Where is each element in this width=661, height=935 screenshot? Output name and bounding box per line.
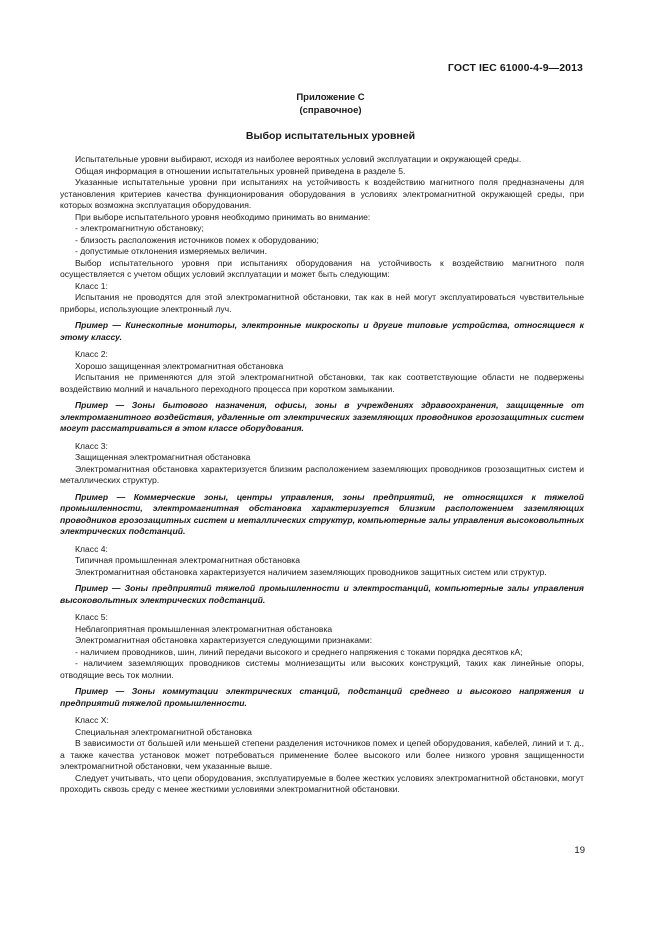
page-number: 19 — [574, 845, 585, 856]
paragraph: Общая информация в отношении испытательных уровней приведена в разделе 5. — [75, 165, 406, 176]
example-note: Пример — Коммерческие зоны, центры управления, зоны предприятий, не относящихся к тяжелой промышленности, электромагнитная обстановка характеризуется близким расположением заземляющих проводников грозозащитных систем и металлических структур, компьютерные залы управления высоковольтных электрических подстанций. — [60, 491, 584, 536]
paragraph: Следует учитывать, что цепи оборудования, эксплуатируемые в более жестких условиях электромагнитной обстановки, могут проходить сквозь среду с менее жесткими условиями электромагнитной обстановки. — [60, 772, 584, 794]
list-item: - близость расположения источников помех к оборудованию; — [75, 234, 319, 245]
list-item: - наличием заземляющих проводников системы молниезащиты или высоких конструкций, таких как линейные опоры, отводящие весь ток молнии. — [60, 658, 584, 680]
appendix-label: Приложение С — [296, 92, 365, 103]
class-name: Типичная промышленная электромагнитная обстановка — [75, 555, 301, 565]
example-note: Пример — Кинескопные мониторы, электронные микроскопы и другие типовые устройства, относящиеся к этому классу. — [60, 320, 584, 342]
class-name: Неблагоприятная промышленная электромагнитная обстановка — [75, 623, 333, 634]
list-item: - допустимые отклонения измеряемых величин. — [75, 246, 268, 256]
document-body — [60, 154, 584, 796]
class-label: Класс 1: — [75, 280, 108, 291]
example-note: Пример — Зоны коммутации электрических станций, подстанций среднего и высокого напряжения и предприятий тяжелой промышленности. — [60, 686, 584, 708]
example-note: Пример — Зоны предприятий тяжелой промышленности и электростанций, компьютерные залы управления высоковольтных электрических подстанций. — [60, 583, 584, 605]
list-item: - электромагнитную обстановку; — [75, 223, 204, 233]
class-name: Хорошо защищенная электромагнитная обстановка — [75, 360, 284, 371]
paragraph: Испытательные уровни выбирают, исходя из наиболее вероятных условий эксплуатации и окружающей среды. — [75, 154, 522, 164]
class-label: Класс X: — [75, 715, 109, 725]
paragraph: В зависимости от большей или меньшей степени разделения источников помех и цепей оборудования, кабелей, линий и т. д., а также качества установок может потребоваться применение более высокого или более низкого уровня защищенности электромагнитной обстановки, чем указанные выше. — [60, 738, 584, 771]
class-label: Класс 2: — [75, 349, 108, 359]
class-name: Защищенная электромагнитная обстановка — [75, 452, 251, 462]
class-label: Класс 4: — [75, 543, 108, 554]
paragraph: Электромагнитная обстановка характеризуется наличием заземляющих проводников защитных систем или структур. — [75, 566, 547, 577]
class-name: Специальная электромагнитной обстановка — [75, 726, 252, 737]
paragraph: При выборе испытательного уровня необходимо принимать во внимание: — [75, 211, 371, 222]
section-title: Выбор испытательных уровней — [245, 130, 416, 142]
document-code: ГОСТ IEC 61000-4-9—2013 — [447, 62, 583, 74]
paragraph: Электромагнитная обстановка характеризуется следующими признаками: — [75, 635, 373, 645]
class-label: Класс 3: — [75, 440, 108, 451]
appendix-heading — [0, 91, 661, 117]
paragraph: Испытания не проводятся для этой электромагнитной обстановки, так как в ней могут эксплуатироваться чувствительные приборы, использующие электронный луч. — [60, 292, 584, 314]
paragraph: Испытания не применяются для этой электромагнитной обстановки, так как соответствующие области не подвержены воздействию молний и начального переходного процесса при коротком замыкании. — [60, 372, 584, 394]
paragraph: Указанные испытательные уровни при испытаниях на устойчивость к воздействию магнитного поля предназначены для установления критериев качества функционирования оборудования в условиях электромагнитной окружающей среды, при которых возможна эксплуатация оборудования. — [60, 177, 584, 210]
paragraph: Электромагнитная обстановка характеризуется близким расположением заземляющих проводников грозозащитных систем и металлических структур. — [60, 463, 584, 485]
example-note: Пример — Зоны бытового назначения, офисы, зоны в учреждениях здравоохранения, защищенные от электромагнитного воздействия, удаленные от электрических заземляющих проводников грозозащитных систем могут рассматриваться в этом классе оборудования. — [60, 400, 584, 433]
list-item: - наличием проводников, шин, линий передачи высокого и среднего напряжения с токами порядка десятков кА; — [75, 646, 523, 657]
class-label: Класс 5: — [75, 612, 108, 622]
appendix-type: (справочное) — [299, 105, 362, 116]
paragraph: Выбор испытательного уровня при испытаниях оборудования на устойчивость к воздействию магнитного поля осуществляется с учетом общих условий эксплуатации и может быть следующим: — [60, 257, 584, 279]
